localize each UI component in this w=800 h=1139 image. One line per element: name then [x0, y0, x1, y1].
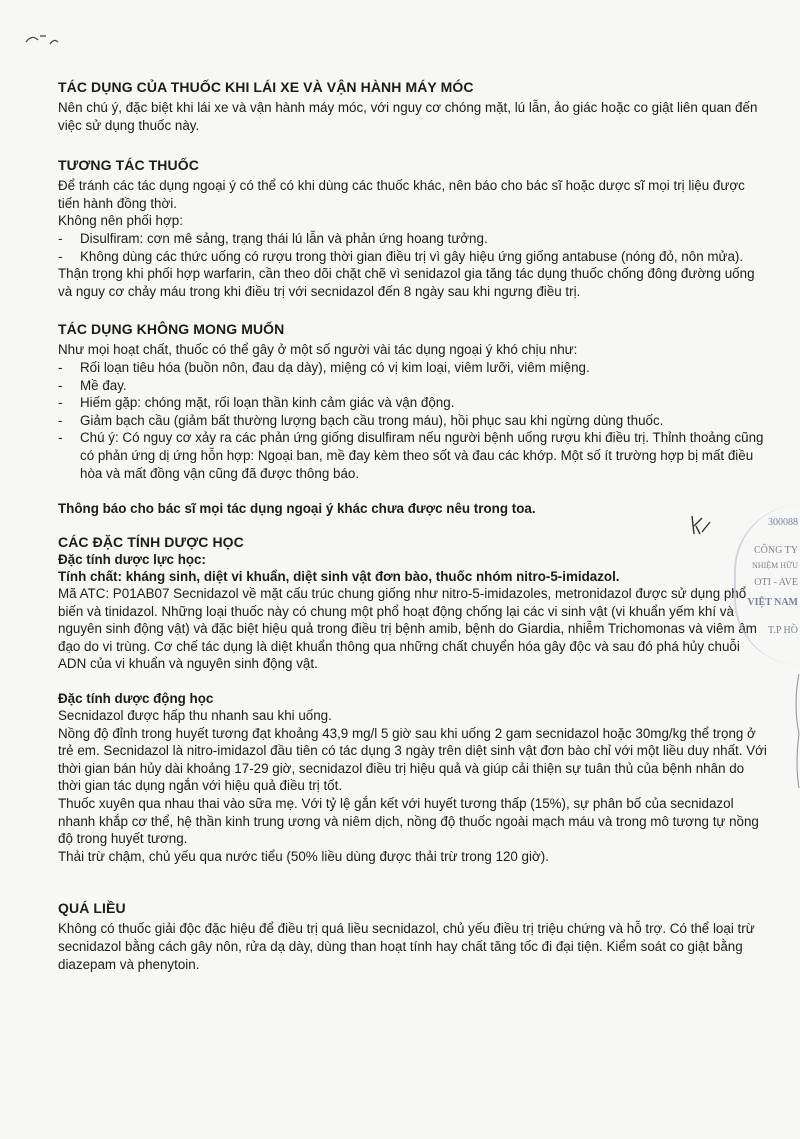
signature-mark	[688, 512, 714, 538]
section-driving	[58, 78, 768, 134]
section-overdose	[58, 899, 768, 973]
list-item: - Chú ý: Có nguy cơ xảy ra các phản ứng giống disulfiram nếu người bệnh uống rượu khi điều trị. Thỉnh thoảng cũng có phản ứng dị ứng hỗn hợp: Ngoại ban, mề đay kèm theo sốt và đau các khớp. Một số ít trường hợp bị mất điều hòa và mất đồng vận cũng đã được thông báo.	[58, 430, 764, 481]
list-item: - Disulfiram: cơn mê sảng, trạng thái lú lẫn và phản ứng hoang tưởng.	[58, 230, 488, 246]
list-item: - Hiếm gặp: chóng mặt, rối loạn thần kinh cảm giác và vận động.	[58, 395, 455, 411]
section-pharmacology	[58, 533, 768, 865]
side-effects-list	[58, 359, 768, 482]
pharmacokinetics-distribution: Thuốc xuyên qua nhau thai vào sữa mẹ. Với tỷ lệ gắn kết với huyết tương thấp (15%), sự phân bố của secnidazol nhanh khắp cơ thể, hệ thần kinh trung ương và niêm dịch, nồng độ thuốc ngoài mạch máu và trong mô tương tự nồng độ trong huyết tương.	[58, 796, 759, 847]
section-interactions	[58, 156, 768, 300]
side-effects-intro: Như mọi hoạt chất, thuốc có thể gây ở một số người vài tác dụng ngoại ý khó chịu như:	[58, 342, 578, 358]
driving-text: Nên chú ý, đặc biệt khi lái xe và vận hành máy móc, với nguy cơ chóng mặt, lú lẫn, ảo giác hoặc co giật liên quan đến việc sử dụng thuốc này.	[58, 100, 758, 133]
list-item: - Rối loạn tiêu hóa (buồn nôn, đau dạ dày), miệng có vị kim loại, viêm lưỡi, viêm miệng.	[58, 359, 590, 375]
list-item: - Mề đay.	[58, 377, 127, 393]
interactions-intro: Để tránh các tác dụng ngoại ý có thể có khi dùng các thuốc khác, nên báo cho bác sĩ hoặc dược sĩ mọi trị liệu được tiến hành đồng thời.	[58, 178, 745, 211]
side-effects-notice: Thông báo cho bác sĩ mọi tác dụng ngoại ý khác chưa được nêu trong toa.	[58, 501, 536, 517]
pharmacokinetics-elimination: Thải trừ chậm, chủ yếu qua nước tiểu (50% liều dùng được thải trừ trong 120 giờ).	[58, 848, 549, 864]
list-item: - Không dùng các thức uống có rượu trong thời gian điều trị vì gây hiệu ứng giống antabuse (nóng đỏ, nôn mửa).	[58, 248, 744, 264]
section-title-interactions: TƯƠNG TÁC THUỐC	[58, 157, 199, 174]
section-title-side-effects: TÁC DỤNG KHÔNG MONG MUỐN	[58, 321, 285, 338]
pharmacokinetics-absorption: Secnidazol được hấp thu nhanh sau khi uống.	[58, 708, 332, 724]
edge-stain-mark	[790, 670, 800, 790]
interactions-list	[58, 230, 768, 265]
pharmacodynamics-properties: Tính chất: kháng sinh, diệt vi khuẩn, diệt sinh vật đơn bào, thuốc nhóm nitro-5-imidazol.	[58, 569, 620, 585]
section-title-pharmacology: CÁC ĐẶC TÍNH DƯỢC HỌC	[58, 534, 244, 551]
pharmacokinetics-peak: Nồng độ đỉnh trong huyết tương đạt khoảng 43,9 mg/l 5 giờ sau khi uống 2 gam secnidazol hoặc 30mg/kg thể trọng ở trẻ em. Secnidazol là nitro-imidazol đầu tiên có tác dụng 3 ngày trên diệt sinh vật đơn bào chỉ với một liều duy nhất. Với thời gian bán hủy dài khoảng 17-29 giờ, secnidazol điều trị hiệu quả và giúp cải thiện sự tuân thủ của bệnh nhân do thời gian tác dụng ngắn với hiệu quả điều trị tốt.	[58, 725, 767, 794]
overdose-text: Không có thuốc giải độc đặc hiệu để điều trị quá liều secnidazol, chủ yếu điều trị triệu chứng và hỗ trợ. Có thể loại trừ secnidazol bằng cách gây nôn, rửa dạ dày, dùng than hoạt tính hay chất tăng tốc đi đại tiện. Kiểm soát co giật bằng diazepam và phenytoin.	[58, 921, 755, 972]
section-side-effects	[58, 320, 768, 482]
pharmacodynamics-text: Mã ATC: P01AB07 Secnidazol về mặt cấu trúc chung giống như nitro-5-imidazoles, metronidazol được sử dụng phổ biến và tinidazol. Những loại thuốc này có chung một phổ hoạt động chống lại các vi sinh vật (vi khuẩn yếm khí và nguyên sinh động vật) và đặc biệt hiệu quả trong điều trị bệnh amib, bệnh do Giardia, nhiễm Trichomonas và viêm âm đạo do vi trùng. Cơ chế tác dụng là diệt khuẩn thông qua những chất chuyển hóa gây độc và sau đó phá hủy chuỗi ADN của vi khuẩn và nguyên sinh động vật.	[58, 586, 757, 672]
pen-mark-scribble	[22, 30, 62, 50]
pharmacodynamics-title: Đặc tính dược lực học:	[58, 552, 206, 568]
document-content	[58, 78, 768, 973]
company-stamp: 300088 CÔNG TY NHIỆM HỮU OTI - AVE VIỆT NAM T.P HỒ	[734, 505, 800, 665]
section-title-overdose: QUÁ LIỀU	[58, 900, 126, 917]
section-title-driving: TÁC DỤNG CỦA THUỐC KHI LÁI XE VÀ VẬN HÀNH MÁY MÓC	[58, 79, 474, 95]
pharmacokinetics-title: Đặc tính dược động học	[58, 691, 214, 707]
interactions-not-combine: Không nên phối hợp:	[58, 213, 183, 229]
list-item: - Giảm bạch cầu (giảm bất thường lượng bạch cầu trong máu), hồi phục sau khi ngừng dùng thuốc.	[58, 412, 664, 428]
interactions-warfarin: Thận trọng khi phối hợp warfarin, cần theo dõi chặt chẽ vì senidazol gia tăng tác dụng thuốc chống đông đường uống và nguy cơ chảy máu trong khi điều trị với secnidazol đến 8 ngày sau khi ngưng điều trị.	[58, 266, 755, 299]
